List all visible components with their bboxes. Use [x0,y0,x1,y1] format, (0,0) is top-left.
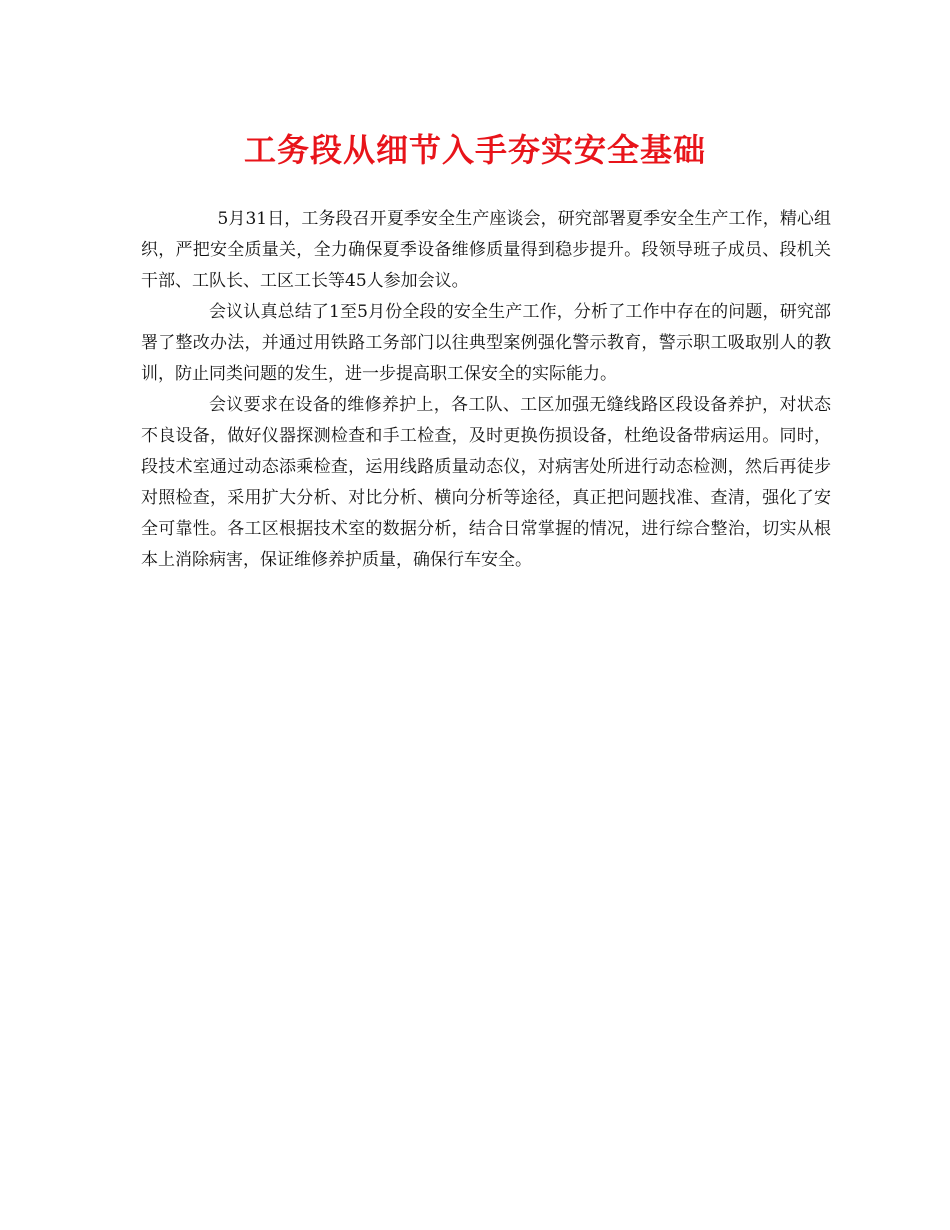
paragraph-2: 会议认真总结了1至5月份全段的安全生产工作，分析了工作中存在的问题，研究部署了整改办法，并通过用铁路工务部门以往典型案例强化警示教育，警示职工吸取别人的教训，防止同类问题的发生，进一步提高职工保安全的实际能力。 [141,302,831,384]
document-title: 工务段从细节入手夯实安全基础 [243,131,706,169]
paragraph-3: 会议要求在设备的维修养护上，各工队、工区加强无缝线路区段设备养护，对状态不良设备，做好仪器探测检查和手工检查，及时更换伤损设备，杜绝设备带病运用。同时，段技术室通过动态添乘检查，运用线路质量动态仪，对病害处所进行动态检测，然后再徒步对照检查，采用扩大分析、对比分析、横向分析等途径，真正把问题找准、查清，强化了安全可靠性。各工区根据技术室的数据分析，结合日常掌握的情况，进行综合整治，切实从根本上消除病害，保证维修养护质量，确保行车安全。 [141,395,831,570]
document-body [141,204,831,576]
paragraph-1: 5月31日，工务段召开夏季安全生产座谈会，研究部署夏季安全生产工作，精心组织，严把安全质量关，全力确保夏季设备维修质量得到稳步提升。段领导班子成员、段机关干部、工队长、工区工长等45人参加会议。 [141,209,831,291]
